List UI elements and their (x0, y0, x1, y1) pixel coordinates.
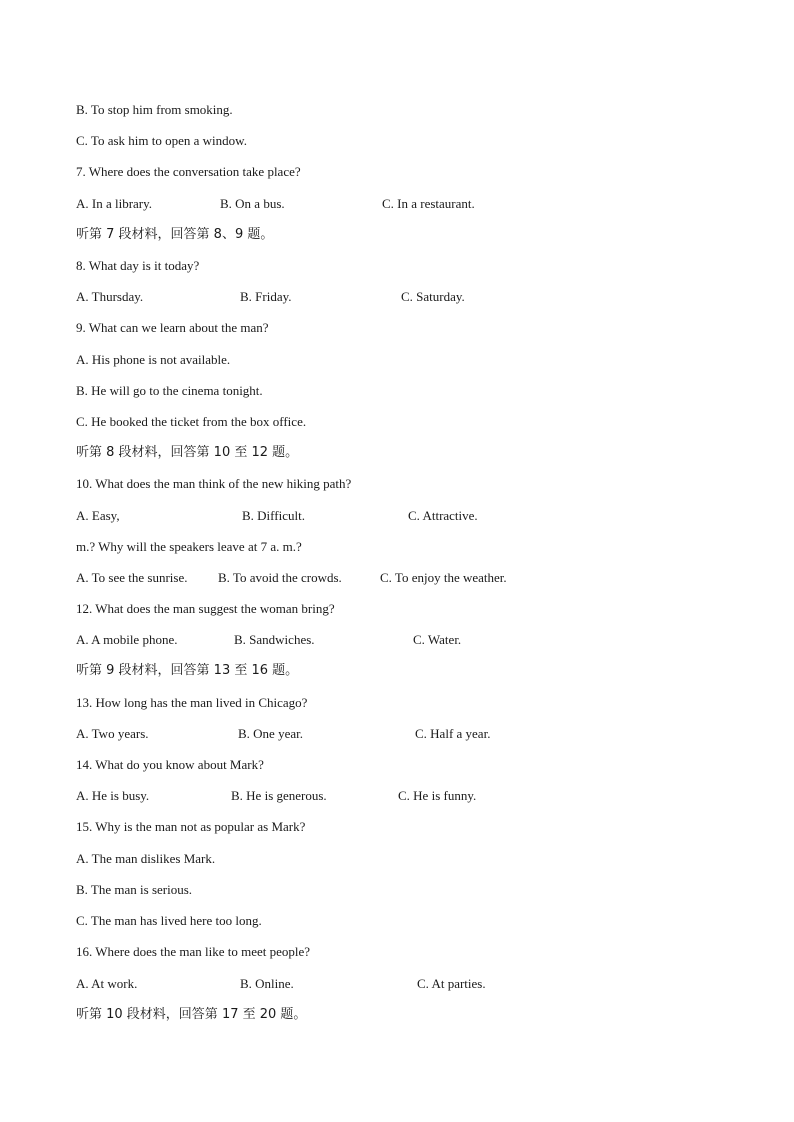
answer-option: C. He is funny. (398, 788, 477, 803)
answer-option: B. Online. (240, 976, 294, 991)
question-line: B. To stop him from smoking. (76, 102, 233, 117)
question-line: A. His phone is not available. (76, 352, 231, 367)
answer-option: C. At parties. (417, 976, 486, 991)
answer-option: B. On a bus. (220, 196, 285, 211)
question-line: B. He will go to the cinema tonight. (76, 383, 263, 398)
answer-option: B. To avoid the crowds. (218, 570, 342, 585)
answer-option: A. Easy, (76, 508, 120, 523)
answer-option: B. One year. (238, 726, 303, 741)
section-instruction: 听第 10 段材料，回答第 17 至 20 题。 (76, 1007, 307, 1022)
answer-option: B. He is generous. (231, 788, 327, 803)
answer-option: C. Attractive. (408, 508, 478, 523)
question-line: 8. What day is it today? (76, 258, 200, 273)
question-line: 16. Where does the man like to meet people? (76, 944, 311, 959)
question-line: m.? Why will the speakers leave at 7 a. m.? (76, 539, 302, 554)
answer-option: A. Thursday. (76, 289, 144, 304)
question-line: C. To ask him to open a window. (76, 133, 247, 148)
answer-option: B. Friday. (240, 289, 292, 304)
question-line: 14. What do you know about Mark? (76, 757, 264, 772)
answer-option: B. Difficult. (242, 508, 305, 523)
question-line: B. The man is serious. (76, 882, 193, 897)
question-line: 10. What does the man think of the new hiking path? (76, 476, 352, 491)
answer-option: C. To enjoy the weather. (380, 570, 507, 585)
answer-option: A. A mobile phone. (76, 632, 178, 647)
question-line: 9. What can we learn about the man? (76, 320, 269, 335)
question-line: 15. Why is the man not as popular as Mark? (76, 819, 306, 834)
section-instruction: 听第 8 段材料，回答第 10 至 12 题。 (76, 445, 299, 460)
question-line: C. The man has lived here too long. (76, 913, 262, 928)
answer-option: A. To see the sunrise. (76, 570, 188, 585)
answer-option: C. Water. (413, 632, 462, 647)
section-instruction: 听第 7 段材料，回答第 8、9 题。 (76, 227, 274, 242)
question-line: C. He booked the ticket from the box office. (76, 414, 307, 429)
question-line: 7. Where does the conversation take place? (76, 164, 301, 179)
answer-option: B. Sandwiches. (234, 632, 315, 647)
answer-option: C. In a restaurant. (382, 196, 475, 211)
answer-option: A. He is busy. (76, 788, 150, 803)
question-line: 12. What does the man suggest the woman bring? (76, 601, 335, 616)
section-instruction: 听第 9 段材料，回答第 13 至 16 题。 (76, 663, 299, 678)
question-line: 13. How long has the man lived in Chicago? (76, 695, 308, 710)
answer-option: C. Half a year. (415, 726, 491, 741)
answer-option: A. Two years. (76, 726, 149, 741)
answer-option: C. Saturday. (401, 289, 465, 304)
question-line: A. The man dislikes Mark. (76, 851, 216, 866)
answer-option: A. In a library. (76, 196, 153, 211)
answer-option: A. At work. (76, 976, 138, 991)
